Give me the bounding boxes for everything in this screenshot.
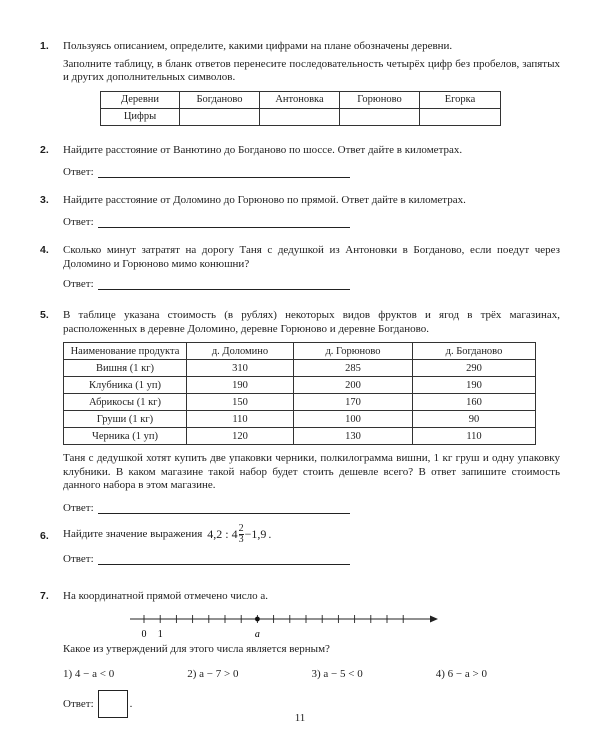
table-cell: 170 [294,394,413,411]
table-answer-cell[interactable] [260,108,340,125]
answer-label: Ответ: [63,215,94,228]
task-question: Найдите значение выражения [63,527,203,540]
task-2 [40,144,560,178]
task-1 [40,40,560,126]
option-3[interactable]: 3) a − 5 < 0 [311,668,363,680]
table-cell: 110 [413,428,536,445]
table-cell: 290 [413,360,536,377]
table-cell: 120 [187,428,294,445]
table-cell: Клубника (1 уп) [64,377,187,394]
table-header-cell: Деревни [101,91,180,108]
table-row [64,411,536,428]
answer-line[interactable] [98,167,350,178]
option-2[interactable]: 2) a − 7 > 0 [187,668,239,680]
answer-line[interactable] [98,554,350,565]
task-question: Пользуясь описанием, определите, какими цифрами на плане обозначены деревни. [63,40,453,52]
answer-options [63,668,560,680]
task-number: 1. [40,40,49,52]
expr-after: −1,9 [244,526,267,541]
task-question: Сколько минут затратят на дорогу Таня с дедушкой из Антоновки в Богданово, если поедут через Доломино и Горюново мимо конюшни? [63,244,560,270]
point-a-marker [255,616,260,621]
axis-arrow-icon [430,615,438,622]
fraction [239,524,244,545]
task-6 [40,524,560,565]
task-question: На координатной прямой отмечено число a. [63,590,269,602]
task-number: 6. [40,530,49,542]
table-header-cell: Егорка [420,91,501,108]
table-header-cell: д. Богданово [413,343,536,360]
fraction-denominator: 3 [238,534,244,545]
task-3 [40,194,560,228]
table-cell: 160 [413,394,536,411]
table-header-cell: Богданово [180,91,260,108]
table-row [64,377,536,394]
table-answer-cell[interactable] [340,108,420,125]
task-question: Найдите расстояние от Ванютино до Богданово по шоссе. Ответ дайте в километрах. [63,144,463,156]
table-cell: Черника (1 уп) [64,428,187,445]
task-intro: В таблице указана стоимость (в рублях) некоторых видов фруктов и ягод в трёх магазинах, расположенных в деревне Доломино, деревне Горюново и деревне Богданово. [63,309,560,335]
table-row [64,428,536,445]
task-instruction: Заполните таблицу, в бланк ответов перенесите последовательность четырёх цифр без пробелов, запятых и других дополнительных символов. [63,57,560,83]
table-header-cell: Горюново [340,91,420,108]
answer-line[interactable] [98,279,350,290]
expr-before: 4,2 : 4 [207,526,238,541]
expr-end: . [268,526,272,541]
option-4[interactable]: 4) 6 − a > 0 [435,668,487,680]
table-answer-cell[interactable] [420,108,501,125]
answer-end: . [129,698,133,710]
task-4 [40,244,560,290]
task-5 [40,309,560,514]
table-row [64,394,536,411]
table-cell: Груши (1 кг) [64,411,187,428]
table-cell: 100 [294,411,413,428]
answer-label: Ответ: [63,553,94,565]
task-number: 5. [40,309,49,321]
table-header-cell: д. Доломино [187,343,294,360]
table-cell: 190 [413,377,536,394]
table-cell: 285 [294,360,413,377]
table-cell: 110 [187,411,294,428]
table-cell: 190 [187,377,294,394]
number-line [110,607,440,641]
answer-label: Ответ: [63,278,94,290]
answer-label: Ответ: [63,501,94,514]
task-number: 2. [40,144,49,156]
task-question: Найдите расстояние от Доломино до Горюново по прямой. Ответ дайте в километрах. [63,194,466,206]
table-answer-cell[interactable] [180,108,260,125]
option-1[interactable]: 1) 4 − a < 0 [63,668,115,680]
task-number: 3. [40,194,49,206]
table-header-cell: Наименование продукта [64,343,187,360]
fraction-numerator: 2 [238,523,244,534]
page-number: 11 [294,712,306,724]
table-row [64,360,536,377]
task-7 [40,590,560,718]
math-expression [207,524,271,545]
prices-table [63,342,536,445]
answer-line[interactable] [98,217,350,228]
table-cell: Абрикосы (1 кг) [64,394,187,411]
task-number: 4. [40,244,49,256]
table-header-cell: д. Горюново [294,343,413,360]
task-question: Таня с дедушкой хотят купить две упаковки черники, полкилограмма вишни, 1 кг груш и одну упаковку клубники. В каком магазине такой набор будет стоить дешевле всего? В ответ запишите стоимость данного набора в этом магазине. [63,452,560,491]
table-cell: 130 [294,428,413,445]
tick-label-one: 1 [157,628,163,640]
table-cell: 150 [187,394,294,411]
table-cell: 200 [294,377,413,394]
answer-label: Ответ: [63,165,94,178]
task-number: 7. [40,590,49,602]
table-row-label: Цифры [101,108,180,125]
answer-label: Ответ: [63,698,94,710]
villages-table [100,91,501,126]
table-cell: Вишня (1 кг) [64,360,187,377]
task-prompt: Какое из утверждений для этого числа является верным? [63,642,330,655]
table-cell: 90 [413,411,536,428]
tick-label-zero: 0 [141,628,147,640]
answer-line[interactable] [98,503,350,514]
table-cell: 310 [187,360,294,377]
table-header-cell: Антоновка [260,91,340,108]
point-a-label: a [254,628,260,640]
